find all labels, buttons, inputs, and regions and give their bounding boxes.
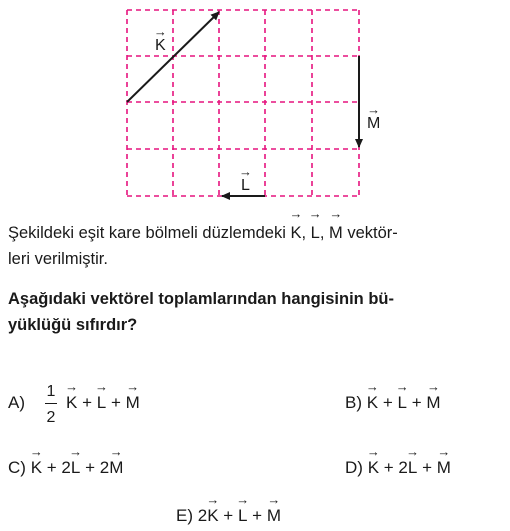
option-a-expression: → K + → L + → M [66, 393, 140, 413]
vector-l-label: → L [241, 178, 250, 194]
vector-m-label: → M [367, 116, 380, 132]
question-text: Aşağıdaki vektörel toplamlarından hangisinin bü- yüklüğü sıfırdır? [8, 290, 394, 334]
option-d[interactable]: D) → K + 2→ L + → M [345, 458, 451, 478]
option-a-frac-line [45, 403, 57, 404]
vector-k-arrow [127, 12, 219, 102]
vector-grid-figure [0, 0, 510, 210]
option-a-letter: A) [8, 393, 25, 412]
option-a-frac-num: 1 [46, 383, 56, 400]
problem-statement: Şekildeki eşit kare bölmeli düzlemdeki → K, → L, → M vektör- leri verilmiştir. [8, 220, 508, 272]
option-b[interactable]: B) → K + → L + → M [345, 393, 441, 413]
vector-k-label: → K [155, 38, 166, 54]
option-e[interactable]: E) 2→ K + → L + → M [176, 506, 281, 526]
option-c[interactable]: C) → K + 2→ L + 2→ M [8, 458, 123, 478]
option-a-frac-den: 2 [46, 409, 56, 426]
